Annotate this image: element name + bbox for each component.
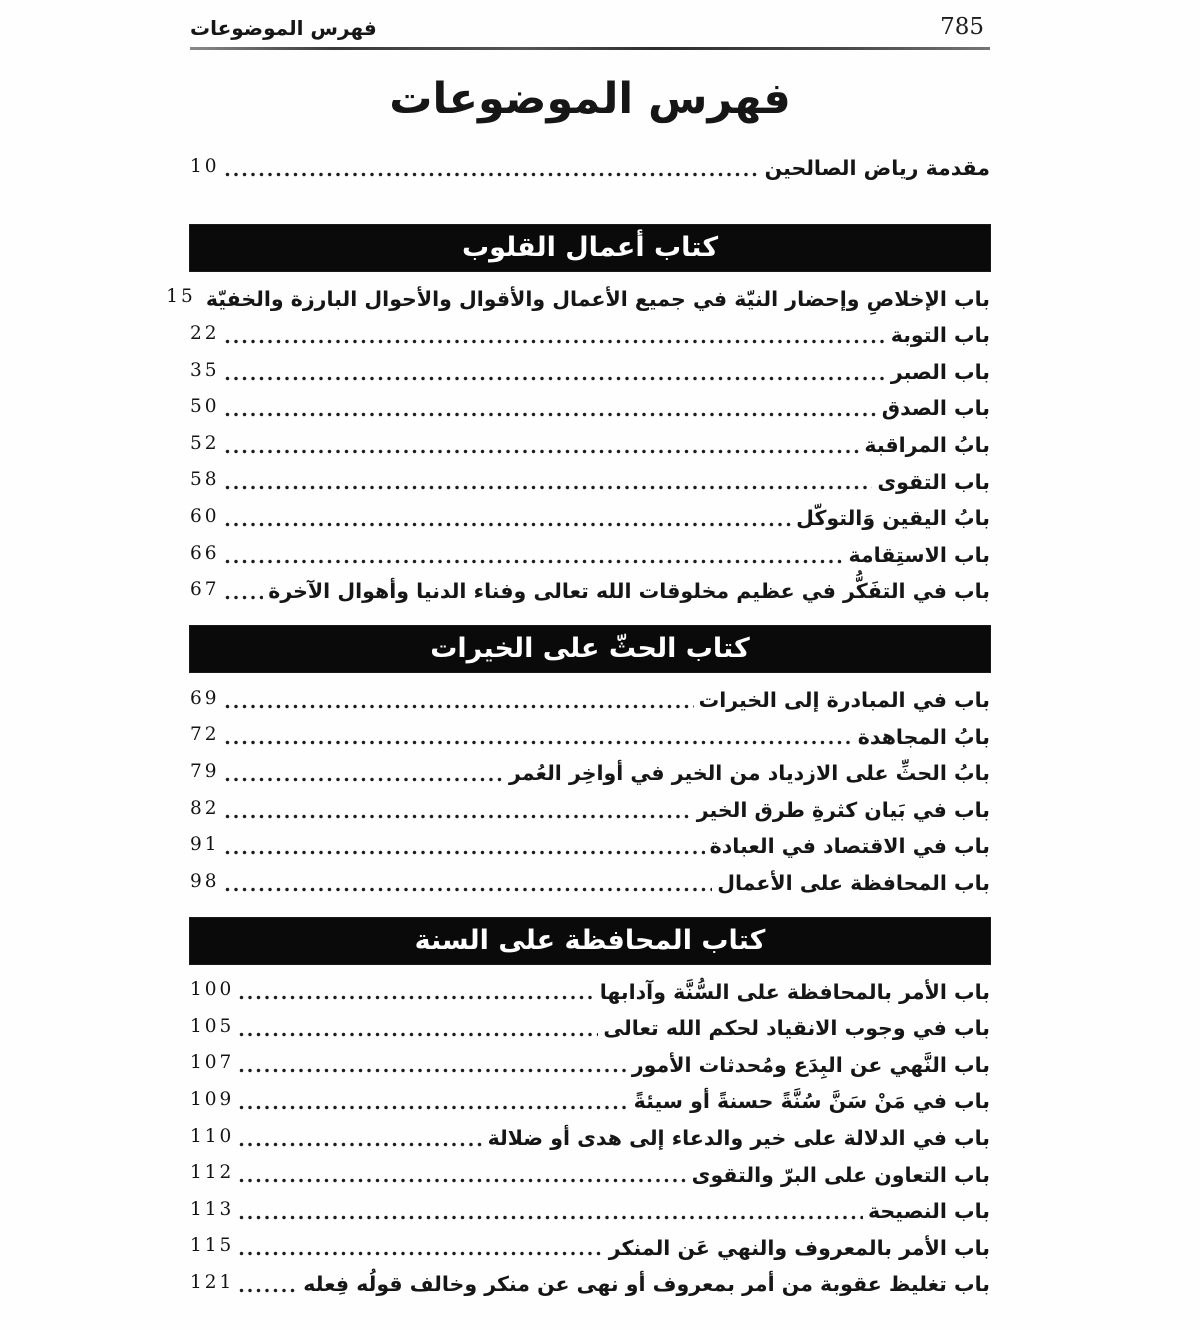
dot-leader — [225, 559, 844, 564]
dot-leader — [225, 850, 705, 855]
toc-entry-label: باب في وجوب الانقياد لحكم الله تعالى — [603, 1016, 990, 1041]
toc-entry-label: باب في الدلالة على خير والدعاء إلى هدى أو ضلالة — [487, 1125, 990, 1150]
toc-entry-label: باب الأمر بالمعروف والنهي عَن المنكر — [608, 1235, 990, 1260]
toc-entry-page: 112 — [190, 1162, 235, 1184]
section-banner-label: كتاب الحثّ على الخيرات — [430, 632, 750, 664]
toc-entry-label: باب التعاون على البرّ والتقوى — [691, 1162, 990, 1187]
toc-entry — [190, 315, 990, 352]
toc-entry — [190, 753, 990, 790]
toc-entry — [190, 388, 990, 425]
dot-leader — [225, 740, 853, 745]
dot-leader — [239, 1251, 603, 1256]
toc-entry — [190, 972, 990, 1009]
section-banner-label: كتاب المحافظة على السنة — [414, 924, 766, 956]
toc-entry-page: 66 — [190, 542, 220, 564]
section-rows — [190, 964, 990, 1309]
dot-leader — [225, 595, 264, 600]
toc-entry — [190, 1045, 990, 1082]
dot-leader — [225, 485, 873, 490]
toc-entry-page: 10 — [190, 155, 220, 177]
toc-entry — [190, 1264, 990, 1301]
toc-entry-page: 82 — [190, 797, 220, 819]
toc-entry-label: باب النَّهي عن البِدَع ومُحدثات الأمور — [631, 1052, 990, 1077]
dot-leader — [225, 522, 792, 527]
section-banner — [190, 918, 990, 964]
header-rule — [190, 47, 990, 50]
toc-entry-page: 22 — [190, 322, 220, 344]
dot-leader — [239, 1215, 863, 1220]
toc-section — [166, 225, 990, 616]
dot-leader — [225, 339, 886, 344]
section-rows — [166, 271, 990, 616]
toc-entry-label: باب في المبادرة إلى الخيرات — [698, 687, 990, 712]
toc-entry — [190, 498, 990, 535]
toc-entry-label: باب في بَيان كثرةِ طرق الخير — [696, 797, 990, 822]
toc-entry — [190, 790, 990, 827]
toc-entry-page: 69 — [190, 687, 220, 709]
dot-leader — [239, 1178, 686, 1183]
dot-leader — [239, 1068, 627, 1073]
toc-entry-page: 60 — [190, 505, 220, 527]
toc-entry-page: 113 — [190, 1198, 235, 1220]
toc-entry — [190, 425, 990, 462]
toc-entry-page: 98 — [190, 870, 220, 892]
toc-entry-page: 121 — [190, 1272, 235, 1294]
toc-entry — [190, 826, 990, 863]
dot-leader — [239, 995, 594, 1000]
toc-entry-page: 50 — [190, 396, 220, 418]
toc-entry — [190, 571, 990, 608]
section-banner — [190, 225, 990, 271]
toc-entry-page: 110 — [190, 1125, 235, 1147]
toc-entry-label: باب الصبر — [890, 359, 990, 384]
dot-leader — [225, 887, 713, 892]
page-title: فهرس الموضوعات — [389, 74, 791, 124]
toc-entry-label: بابُ المجاهدة — [857, 724, 990, 749]
toc-entry-page: 72 — [190, 724, 220, 746]
toc-entry — [166, 279, 990, 316]
toc-entry — [190, 1191, 990, 1228]
toc-entry-page: 52 — [190, 432, 220, 454]
toc-entry-page: 15 — [166, 286, 196, 308]
dot-leader — [225, 449, 860, 454]
toc-entry — [190, 1118, 990, 1155]
toc-entry — [190, 680, 990, 717]
running-header: فهرس الموضوعات — [190, 16, 377, 40]
toc-section — [190, 626, 990, 908]
toc-entry-page: 91 — [190, 834, 220, 856]
toc-entry-label: باب الصدق — [881, 396, 990, 421]
toc-entry — [190, 535, 990, 572]
toc-entry-label: مقدمة رياض الصالحين — [764, 156, 990, 181]
toc-entry-page: 67 — [190, 579, 220, 601]
dot-leader — [225, 814, 692, 819]
toc-section — [190, 918, 990, 1309]
dot-leader — [239, 1142, 482, 1147]
toc-entry-label: باب المحافظة على الأعمال — [717, 870, 990, 895]
dot-leader — [225, 412, 877, 417]
dot-leader — [239, 1032, 598, 1037]
toc-entry-label: باب التوبة — [890, 323, 990, 348]
toc-entry-page: 35 — [190, 359, 220, 381]
toc-entry-label: بابُ اليقين وَالتوكّل — [796, 506, 990, 531]
toc-entry-label: باب التقوى — [877, 469, 990, 494]
toc-entry-page: 58 — [190, 469, 220, 491]
toc-entry — [190, 352, 990, 389]
toc-entry — [190, 1154, 990, 1191]
toc-entry — [190, 717, 990, 754]
section-banner-label: كتاب أعمال القلوب — [461, 231, 719, 263]
toc-entry-label: باب الأمر بالمحافظة على السُّنَّة وآدابها — [599, 979, 990, 1004]
toc-entry — [190, 1008, 990, 1045]
toc-sections — [166, 225, 990, 1309]
toc-entry-label: بابُ الحثِّ على الازدياد من الخير في أواخِر العُمر — [509, 761, 990, 786]
toc-entry — [190, 148, 990, 185]
toc-entry-page: 109 — [190, 1089, 235, 1111]
toc-entry — [190, 1228, 990, 1265]
toc-entry-page: 100 — [190, 979, 235, 1001]
dot-leader — [225, 376, 886, 381]
toc-entry — [190, 1081, 990, 1118]
toc-entry-label: باب الإخلاصِ وإحضار النيّة في جميع الأعمال والأقوال والأحوال البارزة والخفيّة — [205, 286, 990, 311]
toc-entry-page: 107 — [190, 1052, 235, 1074]
dot-leader — [225, 704, 694, 709]
dot-leader — [225, 172, 760, 177]
toc-entry-label: باب تغليظ عقوبة من أمر بمعروف أو نهى عن منكر وخالف قولُه فِعله — [303, 1272, 990, 1297]
toc-entry-label: باب النصيحة — [868, 1199, 990, 1224]
toc-entry-label: باب الاستِقامة — [848, 542, 990, 567]
toc-entry — [190, 462, 990, 499]
dot-leader — [239, 1288, 298, 1293]
toc-entry — [190, 863, 990, 900]
section-rows — [190, 672, 990, 908]
page-number: 785 — [940, 14, 984, 40]
toc-entry-label: بابُ المراقبة — [864, 433, 990, 458]
toc-entry-label: باب في التفَكُّر في عظيم مخلوقات الله تعالى وفناء الدنيا وأهوال الآخرة — [268, 579, 990, 604]
toc-entry-page: 115 — [190, 1235, 235, 1257]
toc-entry-page: 79 — [190, 760, 220, 782]
dot-leader — [225, 777, 504, 782]
toc-entry-label: باب في الاقتصاد في العبادة — [709, 834, 990, 859]
section-banner — [190, 626, 990, 672]
page-content — [166, 0, 990, 1309]
toc-entry-label: باب في مَنْ سَنَّ سُنَّةً حسنةً أو سيئةً — [633, 1089, 990, 1114]
toc-entry-page: 105 — [190, 1015, 235, 1037]
dot-leader — [239, 1105, 628, 1110]
running-header-row — [190, 0, 990, 40]
toc-list — [166, 148, 990, 1309]
